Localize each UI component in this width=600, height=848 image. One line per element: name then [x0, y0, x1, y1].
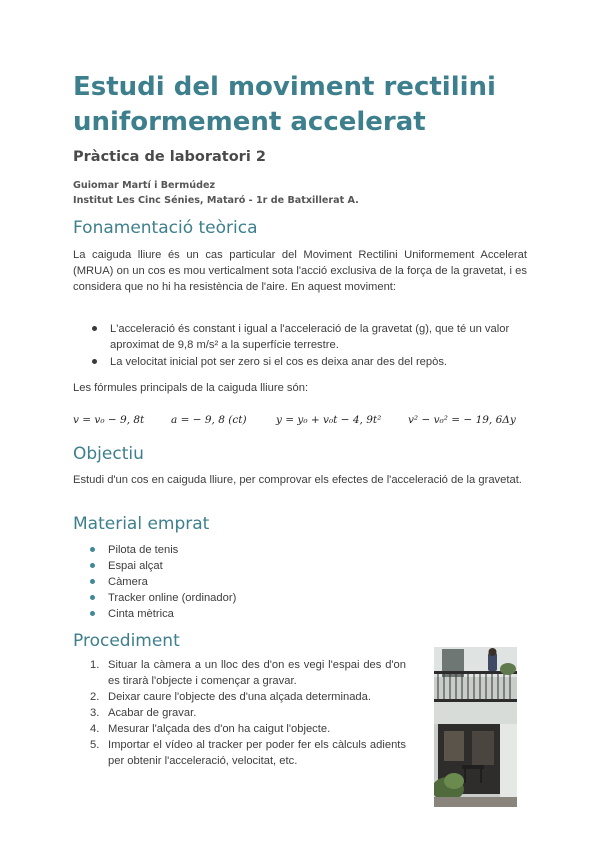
step-text: Mesurar l'alçada des d'on ha caigut l'objecte. [108, 723, 331, 735]
material-item-text: Espai alçat [108, 560, 163, 572]
list-item [108, 542, 408, 558]
section-heading-objectiu: Objectiu [73, 444, 144, 464]
formulas-row [73, 410, 533, 432]
formula-velocity-squared: v² − v₀² = − 19, 6Δy [408, 414, 516, 426]
step-number: 3. [90, 707, 100, 719]
bullet-dot-icon [90, 547, 95, 552]
bullet-dot-icon [90, 563, 95, 568]
fonamentacio-bullet-list [110, 321, 528, 370]
material-list [108, 542, 408, 622]
list-item [90, 705, 406, 721]
bullet-dot-icon [90, 595, 95, 600]
list-item [90, 689, 406, 705]
material-item-text: Cinta mètrica [108, 608, 174, 620]
step-text: Deixar caure l'objecte des d'una alçada determinada. [108, 691, 371, 703]
bullet-dot-icon [90, 579, 95, 584]
objectiu-paragraph: Estudi d'un cos en caiguda lliure, per comprovar els efectes de l'acceleració de la gravetat. [73, 474, 522, 486]
author-institution: Institut Les Cinc Sénies, Mataró - 1r de Batxillerat A. [73, 195, 359, 206]
formula-position: y = y₀ + v₀t − 4, 9t² [276, 414, 382, 426]
bullet-dot-icon [90, 611, 95, 616]
step-number: 1. [90, 659, 100, 671]
bullet-text: L'acceleració és constant i igual a l'acceleració de la gravetat (g), que té un valor aproximat de 9,8 m/s² a la superfície terrestre. [110, 323, 510, 351]
document-subtitle: Pràctica de laboratori 2 [73, 149, 266, 165]
document-title: Estudi del moviment rectilini uniformement accelerat [73, 72, 496, 137]
section-heading-procediment: Procediment [73, 631, 180, 651]
material-item-text: Càmera [108, 576, 148, 588]
list-item [90, 737, 406, 769]
formula-acceleration: a = − 9, 8 (ct) [171, 414, 247, 426]
list-item [110, 354, 528, 370]
section-heading-material: Material emprat [73, 514, 210, 534]
list-item [108, 574, 408, 590]
formula-velocity: v = v₀ − 9, 8t [73, 414, 145, 426]
section-heading-fonamentacio: Fonamentació teòrica [73, 218, 258, 238]
step-text: Acabar de gravar. [108, 707, 197, 719]
list-item [90, 721, 406, 737]
bullet-dot-icon [92, 326, 97, 331]
list-item [108, 590, 408, 606]
author-name: Guiomar Martí i Bermúdez [73, 180, 216, 191]
step-text: Importar el vídeo al tracker per poder fer els càlculs adients per obtenir l'acceleració, velocitat, etc. [108, 739, 406, 767]
step-number: 5. [90, 739, 100, 751]
balcony-photo [434, 647, 517, 807]
bullet-dot-icon [92, 359, 97, 364]
step-number: 2. [90, 691, 100, 703]
list-item [110, 321, 528, 353]
formulas-intro: Les fórmules principals de la caiguda lliure són: [73, 382, 309, 394]
balcony-photo-illustration [434, 647, 517, 807]
list-item [90, 657, 406, 689]
procediment-steps [90, 657, 406, 769]
fonamentacio-paragraph: La caiguda lliure és un cas particular del Moviment Rectilini Uniformement Accelerat (MRUA) on un cos es mou verticalment sota l'acció exclusiva de la força de la gravetat, i es considera que no hi ha resistència de l'aire. En aquest moviment: [73, 249, 527, 293]
step-text: Situar la càmera a un lloc des d'on es vegi l'espai des d'on es tirarà l'objecte i començar a gravar. [108, 659, 406, 687]
material-item-text: Tracker online (ordinador) [108, 592, 237, 604]
list-item [108, 606, 408, 622]
step-number: 4. [90, 723, 100, 735]
material-item-text: Pilota de tenis [108, 544, 179, 556]
bullet-text: La velocitat inicial pot ser zero si el cos es deixa anar des del repòs. [110, 356, 448, 368]
list-item [108, 558, 408, 574]
